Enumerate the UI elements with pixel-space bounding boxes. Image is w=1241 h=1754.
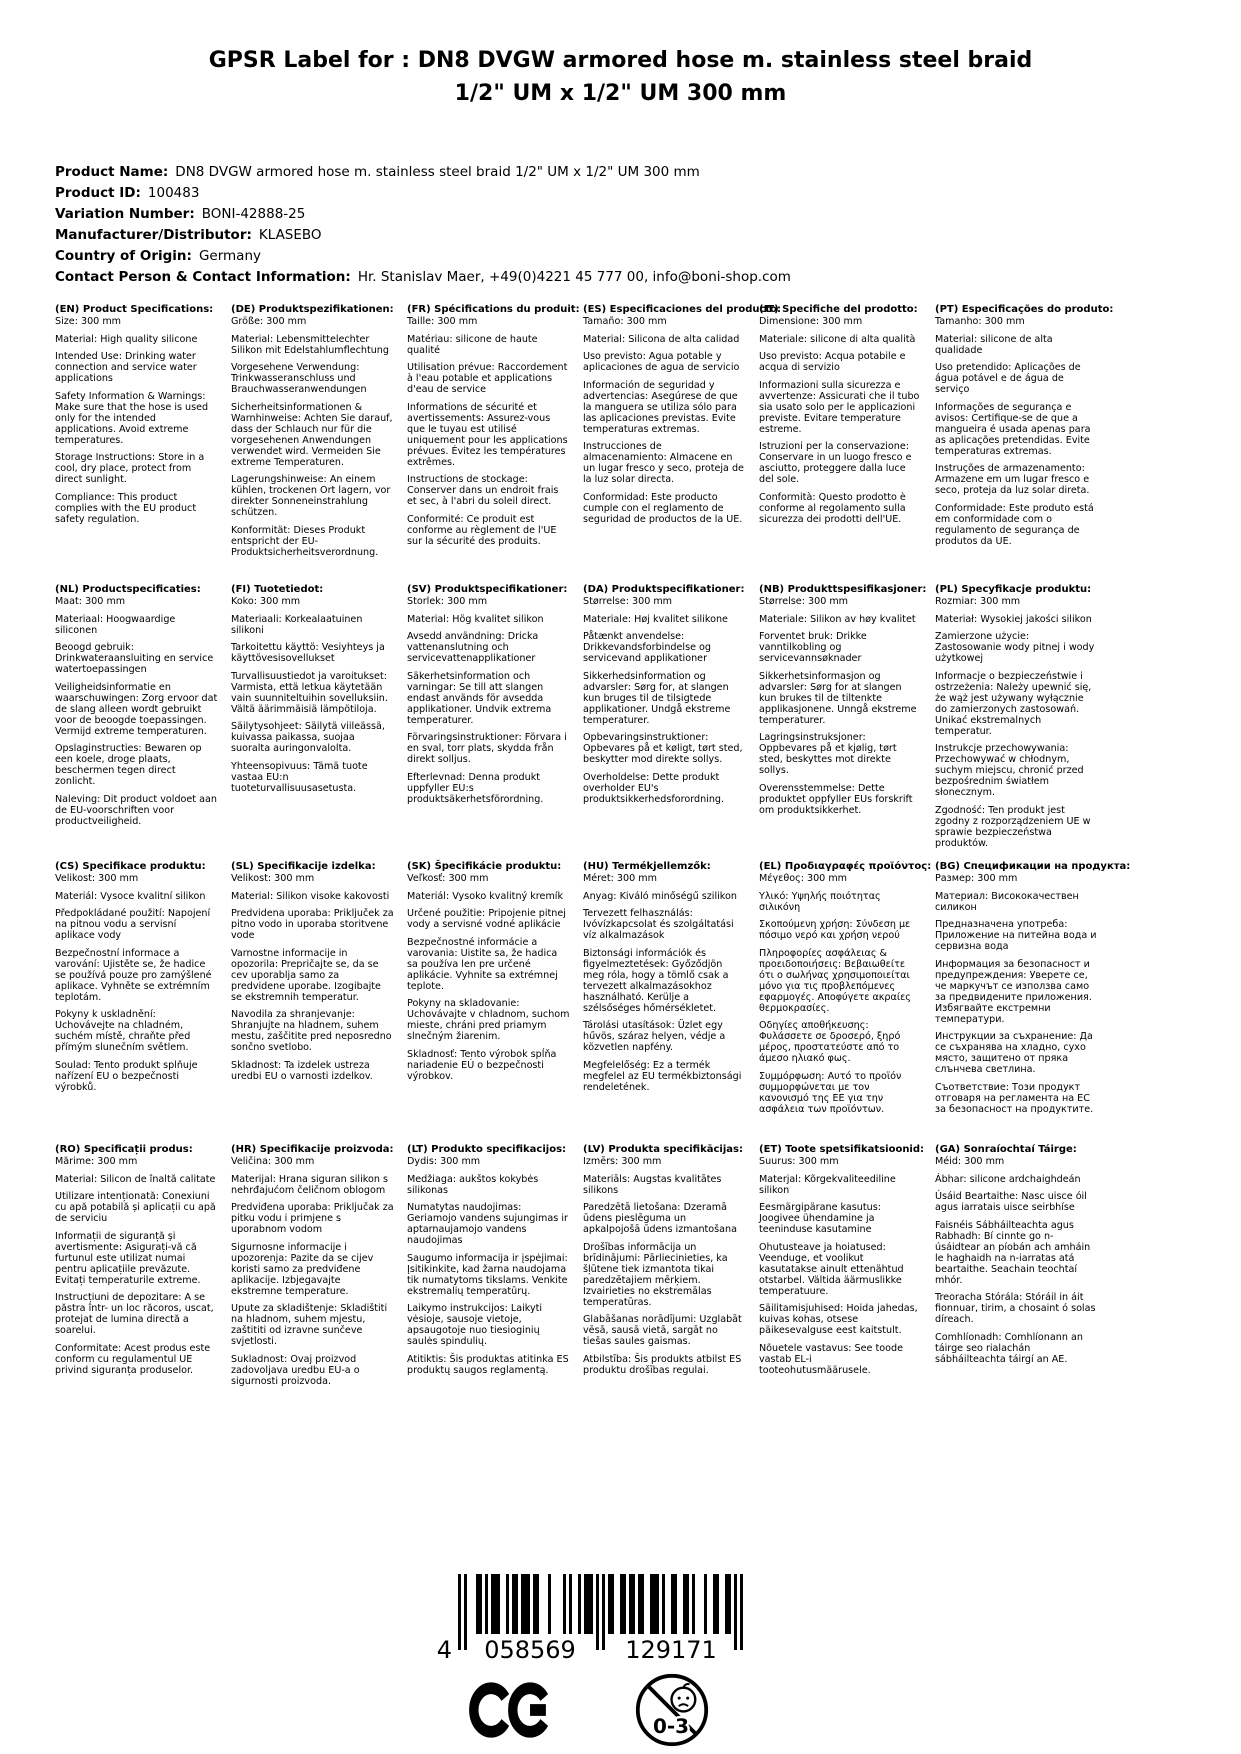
spec-paragraph: Utilisation prévue: Raccordement à l'eau potable et applications d'eau de service [407, 362, 568, 395]
spec-block-header: (EL) Προδιαγραφές προϊόντος: [759, 861, 932, 872]
spec-paragraph: Material: Silicona de alta calidad [583, 333, 740, 345]
spec-paragraph: Информация за безопасност и предупреждения: Уверете се, че маркучът се използва само за предвидените приложения. Избягвайте екстремни температури. [935, 958, 1092, 1025]
spec-block-sv [407, 584, 570, 811]
spec-paragraph: Sicherheitsinformationen & Warnhinweise: Achten Sie darauf, dass der Schlauch nur für die vorgesehenen Anwendungen verwendet wird. Vermeiden Sie extreme Temperaturen. [231, 401, 393, 468]
product-info-row [55, 204, 791, 225]
spec-paragraph: Instrucciones de almacenamiento: Almacene en un lugar fresco y seco, proteja de la luz solar directa. [583, 441, 744, 485]
spec-block-da [583, 584, 746, 811]
spec-paragraph: Υλικό: Υψηλής ποιότητας σιλικόνη [759, 890, 881, 913]
spec-paragraph: Instrukcje przechowywania: Przechowywać w chłodnym, suchym miejscu, chronić przed bezpośrednim światłem słonecznym. [935, 743, 1084, 798]
product-info-label: Country of Origin: [55, 248, 192, 264]
product-info-row [55, 162, 791, 183]
spec-paragraph: Safety Information & Warnings: Make sure that the hose is used only for the intended applications. Avoid extreme temperatures. [55, 390, 209, 446]
spec-block-header: (ES) Especificaciones del producto: [583, 304, 782, 315]
spec-paragraph: Veličina: 300 mm [231, 1156, 315, 1167]
spec-paragraph: Предназначена употреба: Приложение на питейна вода и сервизна вода [935, 919, 1097, 952]
spec-paragraph: Koko: 300 mm [231, 596, 301, 607]
spec-block-header: (DE) Produktspezifikationen: [231, 304, 394, 315]
spec-block-header: (PT) Especificações do produto: [935, 304, 1114, 315]
spec-paragraph: Storlek: 300 mm [407, 596, 488, 607]
spec-paragraph: Informacje o bezpieczeństwie i ostrzeżenia: Należy upewnić się, że wąż jest używany wyłącznie do zamierzonych zastosowań. Unikać ekstremalnych temperatur. [935, 670, 1092, 737]
spec-paragraph: Lagerungshinweise: An einem kühlen, trockenen Ort lagern, vor direkter Sonneneinstrahlung schützen. [231, 474, 391, 518]
spec-paragraph: Numatytas naudojimas: Geriamojo vandens sujungimas ir aptarnaujamojo vandens naudojimas [407, 1202, 568, 1246]
spec-paragraph: Conformidade: Este produto está em conformidade com o regulamento de segurança de produtos da UE. [935, 502, 1094, 547]
spec-block-nl [55, 584, 218, 833]
spec-paragraph: Vorgesehene Verwendung: Trinkwasseranschluss und Brauchwasseranwendungen [231, 362, 367, 395]
spec-block-header: (SK) Špecifikácie produktu: [407, 861, 562, 872]
age-warning-icon [634, 1672, 710, 1748]
spec-paragraph: Informations de sécurité et avertissements: Assurez-vous que le tuyau est utilisé uniquement pour les applications prévues. Évitez les températures extrêmes. [407, 401, 568, 468]
spec-paragraph: Určené použitie: Pripojenie pitnej vody a servisné vodné aplikácie [407, 908, 566, 930]
spec-paragraph: Efterlevnad: Denna produkt uppfyller EU:s produktsäkerhetsförordning. [407, 771, 544, 805]
spec-paragraph: Maat: 300 mm [55, 596, 126, 607]
spec-paragraph: Veiligheidsinformatie en waarschuwingen: Zorg ervoor dat de slang alleen wordt gebruikt voor de beoogde toepassingen. Vermijd extreme temperaturen. [55, 681, 218, 737]
spec-paragraph: Material: silicone de alta qualidade [935, 333, 1053, 356]
spec-paragraph: Size: 300 mm [55, 316, 122, 327]
spec-paragraph: Instruções de armazenamento: Armazene em um lugar fresco e seco, proteja da luz solar direta. [935, 463, 1090, 496]
spec-paragraph: Información de seguridad y advertencias: Asegúrese de que la manguera se utiliza sólo para las aplicaciones previstas. Evite temperaturas extremas. [583, 379, 738, 435]
spec-paragraph: Säilitamisjuhised: Hoida jahedas, kuivas kohas, otsese päikesevalguse eest kaitstult. [759, 1303, 918, 1336]
spec-paragraph: Uso previsto: Agua potable y aplicaciones de agua de servicio [583, 351, 740, 373]
spec-paragraph: Suurus: 300 mm [759, 1156, 839, 1167]
spec-block-header: (LV) Produkta specifikācijas: [583, 1144, 743, 1155]
spec-block-lt [407, 1144, 570, 1382]
spec-paragraph: Säilytysohjeet: Säilytä viileässä, kuivassa paikassa, suojaa suoralta auringonvalolta. [231, 721, 385, 754]
spec-block-ro [55, 1144, 218, 1382]
spec-paragraph: Påtænkt anvendelse: Drikkevandsforbindelse og servicevand applikationer [583, 631, 711, 664]
spec-paragraph: Størrelse: 300 mm [759, 596, 849, 607]
spec-paragraph: Predvidena uporaba: Priključek za pitno vodo in uporaba storitvene vode [231, 908, 394, 941]
spec-paragraph: Opbevaringsinstruktioner: Opbevares på et køligt, tørt sted, beskytter mod direkte sollys. [583, 732, 743, 765]
spec-block-hu [583, 861, 746, 1099]
spec-paragraph: Material: Silicon de înaltă calitate [55, 1173, 216, 1185]
spec-paragraph: Οδηγίες αποθήκευσης: Φυλάσσετε σε δροσερό, ξηρό μέρος, προστατεύστε από το άμεσο ηλιακό φως. [759, 1020, 901, 1064]
product-info-value: DN8 DVGW armored hose m. stainless steel braid 1/2" UM x 1/2" UM 300 mm [175, 164, 700, 180]
spec-block-bg [935, 861, 1131, 1121]
spec-block-nb [759, 584, 927, 822]
spec-paragraph: Μέγεθος: 300 mm [759, 873, 848, 884]
spec-paragraph: Velikost: 300 mm [55, 873, 139, 884]
spec-paragraph: Tarkoitettu käyttö: Vesiyhteys ja käyttövesisovellukset [231, 642, 385, 664]
spec-paragraph: Pokyny na skladovanie: Uchovávajte v chladnom, suchom mieste, chráni pred priamym slnečným žiarenim. [407, 998, 570, 1042]
product-info-label: Variation Number: [55, 206, 195, 222]
spec-paragraph: Größe: 300 mm [231, 316, 307, 327]
spec-block-sk [407, 861, 570, 1088]
product-info-label: Manufacturer/Distributor: [55, 227, 252, 243]
spec-block-header: (RO) Specificații produs: [55, 1144, 193, 1155]
spec-block-de [231, 304, 394, 564]
spec-paragraph: Velikost: 300 mm [231, 873, 315, 884]
spec-paragraph: Πληροφορίες ασφάλειας & προειδοποιήσεις: Βεβαιωθείτε ότι ο σωλήνας χρησιμοποιείται μόνο για τις προβλεπόμενες εφαρμογές. Αποφύγετε ακραίες θερμοκρασίες. [759, 947, 911, 1014]
spec-block-header: (BG) Спецификации на продукта: [935, 861, 1131, 872]
spec-block-fi [231, 584, 394, 800]
spec-paragraph: Skladnost: Ta izdelek ustreza uredbi EU o varnosti izdelkov. [231, 1059, 373, 1082]
spec-paragraph: Avsedd användning: Dricka vattenanslutning och servicevattenapplikationer [407, 631, 539, 664]
spec-paragraph: Rozmiar: 300 mm [935, 596, 1021, 607]
spec-paragraph: Materiale: silicone di alta qualità [759, 333, 916, 345]
spec-paragraph: Konformität: Dieses Produkt entspricht der EU-Produktsicherheitsverordnung. [231, 524, 379, 558]
spec-paragraph: Инструкции за съхранение: Да се съхранява на хладно, сухо място, защитено от пряка слънчева светлина. [935, 1031, 1093, 1075]
spec-paragraph: Instrucțiuni de depozitare: A se păstra într- un loc răcoros, uscat, protejat de lumina directă a soarelui. [55, 1292, 214, 1336]
spec-block-lv [583, 1144, 746, 1382]
spec-paragraph: Drošības informācija un brīdinājumi: Pārliecinieties, ka šļūtene tiek izmantota tikai paredzētajiem mērķiem. Izvairieties no ekstremālas temperatūras. [583, 1241, 728, 1308]
spec-paragraph: Tamanho: 300 mm [935, 316, 1025, 327]
spec-paragraph: Taille: 300 mm [407, 316, 478, 327]
spec-paragraph: Navodila za shranjevanje: Shranjujte na hladnem, suhem mestu, zaščitite pred neposredno sončno svetlobo. [231, 1009, 392, 1053]
spec-paragraph: Medžiaga: aukštos kokybės silikonas [407, 1173, 539, 1196]
spec-paragraph: Nõuetele vastavus: See toode vastab EL-i tooteohutusmäärusele. [759, 1342, 903, 1376]
spec-paragraph: Zgodność: Ten produkt jest zgodny z rozporządzeniem UE w sprawie bezpieczeństwa produktów. [935, 804, 1091, 849]
spec-paragraph: Intended Use: Drinking water connection and service water applications [55, 351, 197, 384]
barcode-digits-group1: 058569 [483, 1636, 576, 1664]
spec-paragraph: Predviđena uporaba: Priključak za pitku vodu i primjene s uporabnom vodom [231, 1202, 394, 1235]
spec-paragraph: Biztonsági információk és figyelmeztetések: Győződjön meg róla, hogy a tömlő csak a tervezett alkalmazásokhoz használható. Kerülje a szélsőséges hőmérsékletet. [583, 947, 729, 1014]
spec-paragraph: Paredzētā lietošana: Dzeramā ūdens pieslēguma un apkalpojošā ūdens izmantošana [583, 1202, 737, 1235]
spec-paragraph: Informações de segurança e avisos: Certifique-se de que a mangueira é usada apenas para as aplicações pretendidas. Evite temperaturas extremas. [935, 401, 1091, 457]
spec-paragraph: Beoogd gebruik: Drinkwateraansluiting en service watertoepassingen [55, 642, 214, 675]
spec-paragraph: Eesmärgipärane kasutus: Joogivee ühendamine ja teeninduse kasutamine [759, 1202, 881, 1235]
spec-paragraph: Materiāls: Augstas kvalitātes silikons [583, 1173, 722, 1196]
spec-paragraph: Úsáid Beartaithe: Nasc uisce óil agus iarratais uisce seirbhíse [935, 1191, 1087, 1213]
product-info-row [55, 267, 791, 288]
spec-paragraph: Informazioni sulla sicurezza e avvertenze: Assicurati che il tubo sia usato solo per le applicazioni previste. Evitare temperature estreme. [759, 379, 920, 435]
spec-paragraph: Méid: 300 mm [935, 1156, 1005, 1167]
spec-block-header: (CS) Specifikace produktu: [55, 861, 206, 872]
spec-paragraph: Zamierzone użycie: Zastosowanie wody pitnej i wody użytkowej [935, 631, 1095, 664]
spec-paragraph: Sikkerhetsinformasjon og advarsler: Sørg for at slangen kun brukes til de tiltenkte applikasjonene. Unngå ekstreme temperaturer. [759, 670, 917, 726]
product-info-value: 100483 [147, 185, 200, 201]
spec-paragraph: Conformidad: Este producto cumple con el reglamento de seguridad de productos de la UE. [583, 491, 743, 525]
spec-block-el [759, 861, 932, 1121]
spec-paragraph: Materiale: Høj kvalitet silikone [583, 613, 728, 625]
spec-paragraph: Materiál: Vysoce kvalitní silikon [55, 890, 206, 902]
product-info-value: KLASEBO [258, 227, 322, 243]
spec-block-header: (DA) Produktspecifikationer: [583, 584, 745, 595]
spec-paragraph: Varnostne informacije in opozorila: Prepričajte se, da se cev uporablja samo za predvidene uporabe. Izogibajte se ekstremnih temperatur. [231, 947, 381, 1003]
spec-block-header: (SV) Produktspecifikationer: [407, 584, 568, 595]
spec-paragraph: Bezpečnostné informácie a varovania: Uistite sa, že hadica sa používa len pre určené aplikácie. Vyhnite sa extrémnej teplote. [407, 936, 558, 992]
spec-block-header: (NL) Productspecificaties: [55, 584, 201, 595]
spec-paragraph: Treoracha Stórála: Stóráil in áit fionnuar, tirim, a chosaint ó solas díreach. [935, 1292, 1096, 1325]
spec-paragraph: Σκοπούμενη χρήση: Σύνδεση με πόσιμο νερό και χρήση νερού [759, 919, 911, 941]
page-title [0, 44, 1241, 110]
spec-block-header: (SL) Specifikacije izdelka: [231, 861, 376, 872]
spec-block-pt [935, 304, 1114, 553]
product-info-value: Germany [198, 248, 261, 264]
spec-paragraph: Overholdelse: Dette produkt overholder EU's produktsikkerhedsforordning. [583, 771, 725, 805]
spec-paragraph: Tamaño: 300 mm [583, 316, 667, 327]
spec-paragraph: Comhlíonadh: Comhlíonann an táirge seo rialachán sábháilteachta táirgí an AE. [935, 1331, 1083, 1365]
spec-paragraph: Informații de siguranță și avertismente: Asigurați-vă că furtunul este utilizat numai pentru aplicațiile prevăzute. Evitați temperaturile extreme. [55, 1230, 201, 1286]
age-warning-text: 0-3 [652, 1713, 689, 1738]
spec-paragraph: Méret: 300 mm [583, 873, 657, 884]
spec-paragraph: Størrelse: 300 mm [583, 596, 673, 607]
product-info-row [55, 225, 791, 246]
spec-block-es [583, 304, 782, 531]
spec-paragraph: Storage Instructions: Store in a cool, dry place, protect from direct sunlight. [55, 452, 205, 485]
spec-block-sl [231, 861, 394, 1088]
spec-paragraph: Conformité: Ce produit est conforme au règlement de l'UE sur la sécurité des produits. [407, 513, 557, 547]
spec-block-ga [935, 1144, 1098, 1371]
spec-block-cs [55, 861, 218, 1099]
barcode-digit-left: 4 [436, 1636, 452, 1664]
spec-block-header: (HR) Specifikacije proizvoda: [231, 1144, 394, 1155]
spec-paragraph: Bezpečnostní informace a varování: Ujistěte se, že hadice se používá pouze pro zamýšlené aplikace. Vyhněte se extrémním teplotám. [55, 947, 212, 1003]
spec-block-header: (GA) Sonraíochtaí Táirge: [935, 1144, 1077, 1155]
product-info-row [55, 246, 791, 267]
product-info-label: Contact Person & Contact Information: [55, 269, 351, 285]
spec-paragraph: Ohutusteave ja hoiatused: Veenduge, et voolikut kasutatakse ainult ettenähtud otstarbel. Vältida äärmuslikke temperatuure. [759, 1241, 904, 1297]
product-info-value: Hr. Stanislav Maer, +49(0)4221 45 777 00, info@boni-shop.com [357, 269, 791, 285]
spec-paragraph: Upute za skladištenje: Skladištiti na hladnom, suhem mjestu, zaštititi od izravne sunčeve svjetlosti. [231, 1303, 388, 1347]
spec-paragraph: Tárolási utasítások: Üzlet egy hűvös, száraz helyen, védje a közvetlen napfény. [583, 1020, 726, 1053]
spec-paragraph: Συμμόρφωση: Αυτό το προϊόν συμμορφώνεται με τον κανονισμό της ΕΕ για την ασφάλεια των προϊόντων. [759, 1070, 902, 1115]
spec-paragraph: Materjal: Kõrgekvaliteediline silikon [759, 1173, 896, 1196]
product-info-label: Product Name: [55, 164, 169, 180]
spec-block-fr [407, 304, 580, 553]
spec-paragraph: Veľkosť: 300 mm [407, 873, 489, 884]
spec-paragraph: Instructions de stockage: Conserver dans un endroit frais et sec, à l'abri du soleil direct. [407, 474, 559, 507]
spec-paragraph: Conformitate: Acest produs este conform cu regulamentul UE privind siguranța produselor. [55, 1342, 211, 1376]
spec-paragraph: Materiál: Vysoko kvalitný kremík [407, 890, 564, 902]
spec-paragraph: Forventet bruk: Drikke vanntilkobling og servicevannsøknader [759, 631, 867, 664]
spec-paragraph: Förvaringsinstruktioner: Förvara i en sval, torr plats, skydda från direkt solljus. [407, 732, 567, 765]
spec-paragraph: Atbilstība: Šis produkts atbilst ES produktu drošības regulai. [583, 1353, 742, 1376]
page-title-line2: 1/2" UM x 1/2" UM 300 mm [454, 81, 787, 106]
baby-face-icon [671, 1684, 695, 1711]
spec-paragraph: Sigurnosne informacije i upozorenja: Pazite da se cijev koristi samo za predviđene aplikacije. Izbjegavajte ekstremne temperature. [231, 1241, 374, 1297]
spec-paragraph: Pokyny k uskladnění: Uchovávejte na chladném, suchém místě, chraňte před přímým slunečním světlem. [55, 1009, 191, 1053]
spec-paragraph: Laikymo instrukcijos: Laikyti vėsioje, sausoje vietoje, apsaugotoje nuo tiesioginių saulės spindulių. [407, 1303, 543, 1347]
spec-paragraph: Dydis: 300 mm [407, 1156, 481, 1167]
spec-paragraph: Istruzioni per la conservazione: Conservare in un luogo fresco e asciutto, proteggere dalla luce del sole. [759, 441, 912, 485]
spec-paragraph: Dimensione: 300 mm [759, 316, 863, 327]
spec-block-header: (ET) Toote spetsifikatsioonid: [759, 1144, 925, 1155]
spec-paragraph: Uso previsto: Acqua potabile e acqua di servizio [759, 351, 906, 373]
spec-paragraph: Sikkerhedsinformation og advarsler: Sørg for, at slangen kun bruges til de tilsigtede applikationer. Undgå ekstreme temperaturer. [583, 670, 731, 726]
spec-block-header: (FR) Spécifications du produit: [407, 304, 580, 315]
spec-paragraph: Naleving: Dit product voldoet aan de EU-voorschriften voor productveiligheid. [55, 793, 217, 827]
spec-paragraph: Megfelelőség: Ez a termék megfelel az EU termékbiztonsági rendeletének. [583, 1059, 742, 1093]
spec-paragraph: Opslaginstructies: Bewaren op een koele, droge plaats, beschermen tegen direct zonlicht. [55, 743, 202, 787]
spec-block-it [759, 304, 922, 531]
spec-paragraph: Materiaali: Korkealaatuinen silikoni [231, 613, 363, 636]
product-info-label: Product ID: [55, 185, 141, 201]
page-title-line1: GPSR Label for : DN8 DVGW armored hose m. stainless steel braid [208, 48, 1033, 73]
spec-paragraph: Turvallisuustiedot ja varoitukset: Varmista, että letkua käytetään vain suunniteltuihin sovelluksiin. Vältä äärimmäisiä lämpötiloja. [231, 670, 388, 715]
spec-block-header: (HU) Termékjellemzők: [583, 861, 711, 872]
product-info-row [55, 183, 791, 204]
spec-paragraph: Materijal: Hrana siguran silikon s nehrđajućom čeličnom oblogom [231, 1173, 388, 1196]
spec-paragraph: Размер: 300 mm [935, 873, 1018, 884]
spec-paragraph: Materiale: Silikon av høy kvalitet [759, 613, 916, 625]
spec-block-et [759, 1144, 925, 1382]
spec-paragraph: Atitiktis: Šis produktas atitinka ES produktų saugos reglamentą. [407, 1353, 569, 1376]
spec-paragraph: Conformità: Questo prodotto è conforme al regolamento sulla sicurezza dei prodotti dell'UE. [759, 491, 906, 525]
barcode-digits-group2: 129171 [624, 1636, 717, 1664]
spec-paragraph: Matériau: silicone de haute qualité [407, 333, 538, 356]
spec-block-en [55, 304, 218, 531]
spec-paragraph: Material: High quality silicone [55, 333, 198, 345]
spec-block-header: (LT) Produkto specifikacijos: [407, 1144, 567, 1155]
spec-block-header: (EN) Product Specifications: [55, 304, 214, 315]
spec-paragraph: Overensstemmelse: Dette produktet oppfyller EUs forskrift om produktsikkerhet. [759, 782, 913, 816]
spec-paragraph: Ábhar: silicone ardchaighdeán [935, 1173, 1081, 1185]
spec-paragraph: Materiaal: Hoogwaardige siliconen [55, 613, 176, 636]
spec-paragraph: Předpokládané použití: Napojení na pitnou vodu a servisní aplikace vody [55, 908, 211, 941]
label-footer [0, 1572, 1209, 1748]
ean13-barcode [424, 1572, 754, 1666]
symbols-row [468, 1672, 710, 1748]
spec-paragraph: Съответствие: Този продукт отговаря на регламента на ЕС за безопасност на продуктите. [935, 1081, 1094, 1115]
spec-paragraph: Material: Hög kvalitet silikon [407, 613, 544, 625]
spec-paragraph: Yhteensopivuus: Tämä tuote vastaa EU:n tuoteturvallisuusasetusta. [231, 760, 368, 794]
spec-paragraph: Materiał: Wysokiej jakości silikon [935, 613, 1092, 625]
spec-block-header: (NB) Produkttspesifikasjoner: [759, 584, 927, 595]
spec-paragraph: Säkerhetsinformation och varningar: Se till att slangen endast används för avsedda applikationer. Undvik extrema temperaturer. [407, 670, 552, 726]
spec-paragraph: Lagringsinstruksjoner: Oppbevares på et kjølig, tørt sted, beskyttes mot direkte sollys. [759, 732, 897, 776]
product-info [55, 162, 791, 288]
spec-paragraph: Soulad: Tento produkt splňuje nařízení EU o bezpečnosti výrobků. [55, 1059, 198, 1093]
spec-block-pl [935, 584, 1098, 855]
product-info-value: BONI-42888-25 [201, 206, 306, 222]
spec-paragraph: Glabāšanas norādījumi: Uzglabāt vēsā, sausā vietā, sargāt no tiešas saules gaismas. [583, 1314, 742, 1347]
spec-paragraph: Uso pretendido: Aplicações de água potável e de água de serviço [935, 362, 1081, 395]
spec-paragraph: Mărime: 300 mm [55, 1156, 138, 1167]
spec-paragraph: Faisnéis Sábháilteachta agus Rabhadh: Bí cinnte go n-úsáidtear an píobán ach amháin le haghaidh na n-iarratas atá beartaithe. Seachain teochtaí mhór. [935, 1219, 1091, 1286]
spec-paragraph: Материал: Висококачествен силикон [935, 890, 1079, 913]
spec-paragraph: Material: Silikon visoke kakovosti [231, 890, 390, 902]
spec-paragraph: Sukladnost: Ovaj proizvod zadovoljava uredbu EU-a o sigurnosti proizvoda. [231, 1353, 360, 1387]
spec-block-header: (FI) Tuotetiedot: [231, 584, 324, 595]
spec-paragraph: Material: Lebensmittelechter Silikon mit Edelstahlumflechtung [231, 333, 389, 356]
spec-block-header: (IT) Specifiche del prodotto: [759, 304, 918, 315]
spec-paragraph: Izmērs: 300 mm [583, 1156, 662, 1167]
spec-paragraph: Skladnosť: Tento výrobok spĺňa nariadenie EÚ o bezpečnosti výrobkov. [407, 1048, 557, 1082]
spec-grid [55, 304, 1131, 1393]
spec-block-header: (PL) Specyfikacje produktu: [935, 584, 1092, 595]
spec-block-hr [231, 1144, 394, 1393]
spec-paragraph: Utilizare intenționată: Conexiuni cu apă potabilă și aplicații cu apă de serviciu [55, 1191, 216, 1224]
spec-paragraph: Compliance: This product complies with the EU product safety regulation. [55, 491, 197, 525]
spec-paragraph: Anyag: Kiváló minőségű szilikon [583, 890, 737, 902]
spec-paragraph: Tervezett felhasználás: Ivóvízkapcsolat és szolgáltatási víz alkalmazások [583, 908, 734, 941]
ce-mark-icon [468, 1681, 556, 1739]
spec-paragraph: Saugumo informacija ir įspėjimai: Įsitikinkite, kad žarna naudojama tik numatytoms tikslams. Venkite ekstremalių temperatūrų. [407, 1252, 568, 1297]
